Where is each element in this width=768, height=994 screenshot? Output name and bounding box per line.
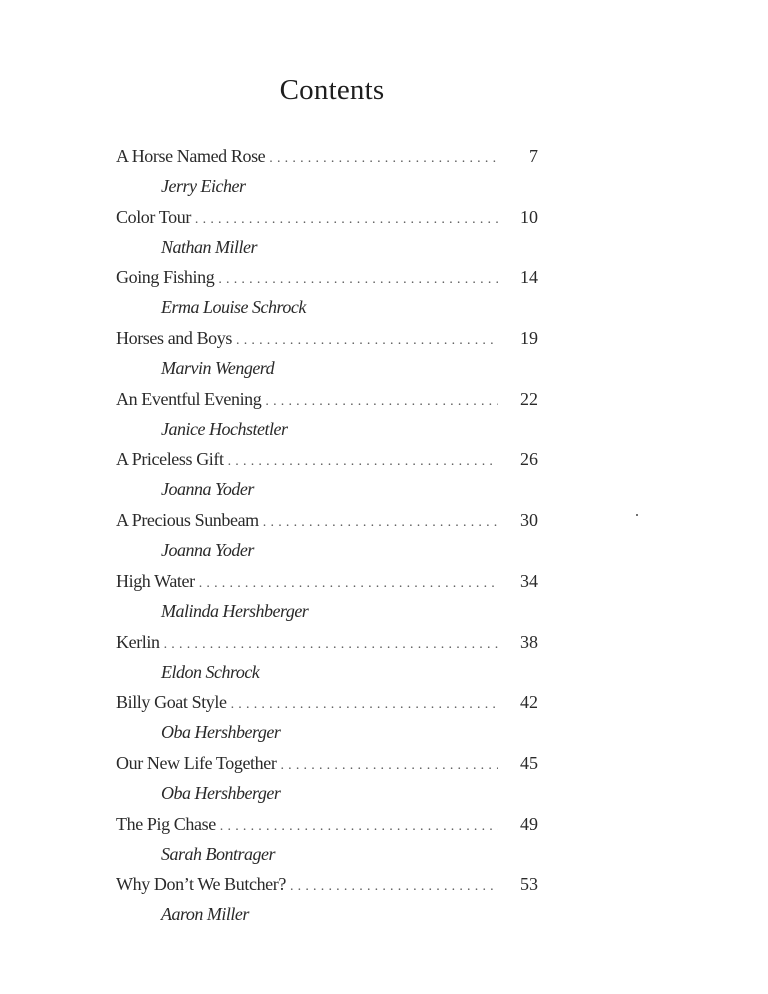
entry-author: Sarah Bontrager [161,843,275,864]
toc-entry[interactable] [116,146,538,207]
toc-entry[interactable] [116,267,538,328]
page-number: 22 [520,388,538,409]
dot-leader [280,758,498,774]
dot-leader [231,697,498,713]
toc-entry[interactable] [116,814,538,875]
toc-line [116,267,538,295]
entry-title: Horses and Boys [116,328,232,349]
toc-line [116,692,538,720]
dot-leader [265,394,498,410]
toc-line [116,146,538,174]
entry-title: A Priceless Gift [116,449,224,470]
dot-leader [263,515,498,531]
toc-line [116,207,538,235]
page-title: Contents [279,74,385,106]
toc-line [116,814,538,842]
page-number: 26 [520,449,538,470]
toc-entry[interactable] [116,510,538,571]
page-number: 53 [520,874,538,895]
dot-leader [164,637,498,653]
page-number: 34 [520,570,538,591]
toc-line [116,571,538,599]
entry-title: Our New Life Together [116,752,277,773]
page-number: 38 [520,631,538,652]
dot-leader [236,333,498,349]
page-number: 49 [520,813,538,834]
entry-author: Eldon Schrock [161,661,260,682]
toc-entry[interactable] [116,389,538,450]
toc-line [116,632,538,660]
page-number: 42 [520,692,538,713]
entry-author: Jerry Eicher [161,176,246,196]
dot-leader [269,151,498,167]
toc-line [116,874,538,902]
toc-entry[interactable] [116,328,538,389]
dot-leader [218,272,498,288]
toc-entry[interactable] [116,874,538,935]
page-number: 14 [520,267,538,288]
entry-title: A Precious Sunbeam [116,510,259,531]
entry-title: High Water [116,570,195,591]
toc-line [116,510,538,538]
toc-entry[interactable] [116,449,538,510]
page-number: 19 [520,328,538,349]
entry-author: Marvin Wengerd [161,358,275,379]
entry-title: Billy Goat Style [116,692,227,713]
dot-leader [228,454,498,470]
toc-line [116,389,538,417]
page-number: 7 [529,146,538,166]
page-number: 30 [520,510,538,531]
entry-author: Oba Hershberger [161,782,281,803]
dot-leader [290,879,498,895]
dot-leader [199,576,498,592]
entry-title: Color Tour [116,206,191,227]
entry-author: Joanna Yoder [161,479,254,500]
toc-line [116,449,538,477]
entry-title: Why Don’t We Butcher? [116,874,286,895]
page-number: 45 [520,752,538,773]
entry-author: Oba Hershberger [161,722,281,743]
page-number: 10 [520,206,538,227]
entry-author: Malinda Hershberger [161,600,309,621]
entry-title: The Pig Chase [116,813,216,834]
toc-entry[interactable] [116,692,538,753]
entry-title: An Eventful Evening [116,388,262,409]
entry-author: Aaron Miller [161,904,249,925]
entry-title: A Horse Named Rose [116,146,266,166]
entry-author: Nathan Miller [161,236,257,257]
dot-leader [195,212,498,228]
entry-author: Erma Louise Schrock [161,297,306,318]
entry-title: Kerlin [116,631,160,652]
scan-speck [636,514,638,516]
toc-entry[interactable] [116,571,538,632]
toc-entry[interactable] [116,632,538,693]
table-of-contents [116,146,538,935]
toc-entry[interactable] [116,753,538,814]
entry-title: Going Fishing [116,267,215,288]
toc-line [116,328,538,356]
toc-line [116,753,538,781]
dot-leader [220,819,498,835]
toc-entry[interactable] [116,207,538,268]
entry-author: Janice Hochstetler [161,418,288,439]
entry-author: Joanna Yoder [161,540,254,561]
